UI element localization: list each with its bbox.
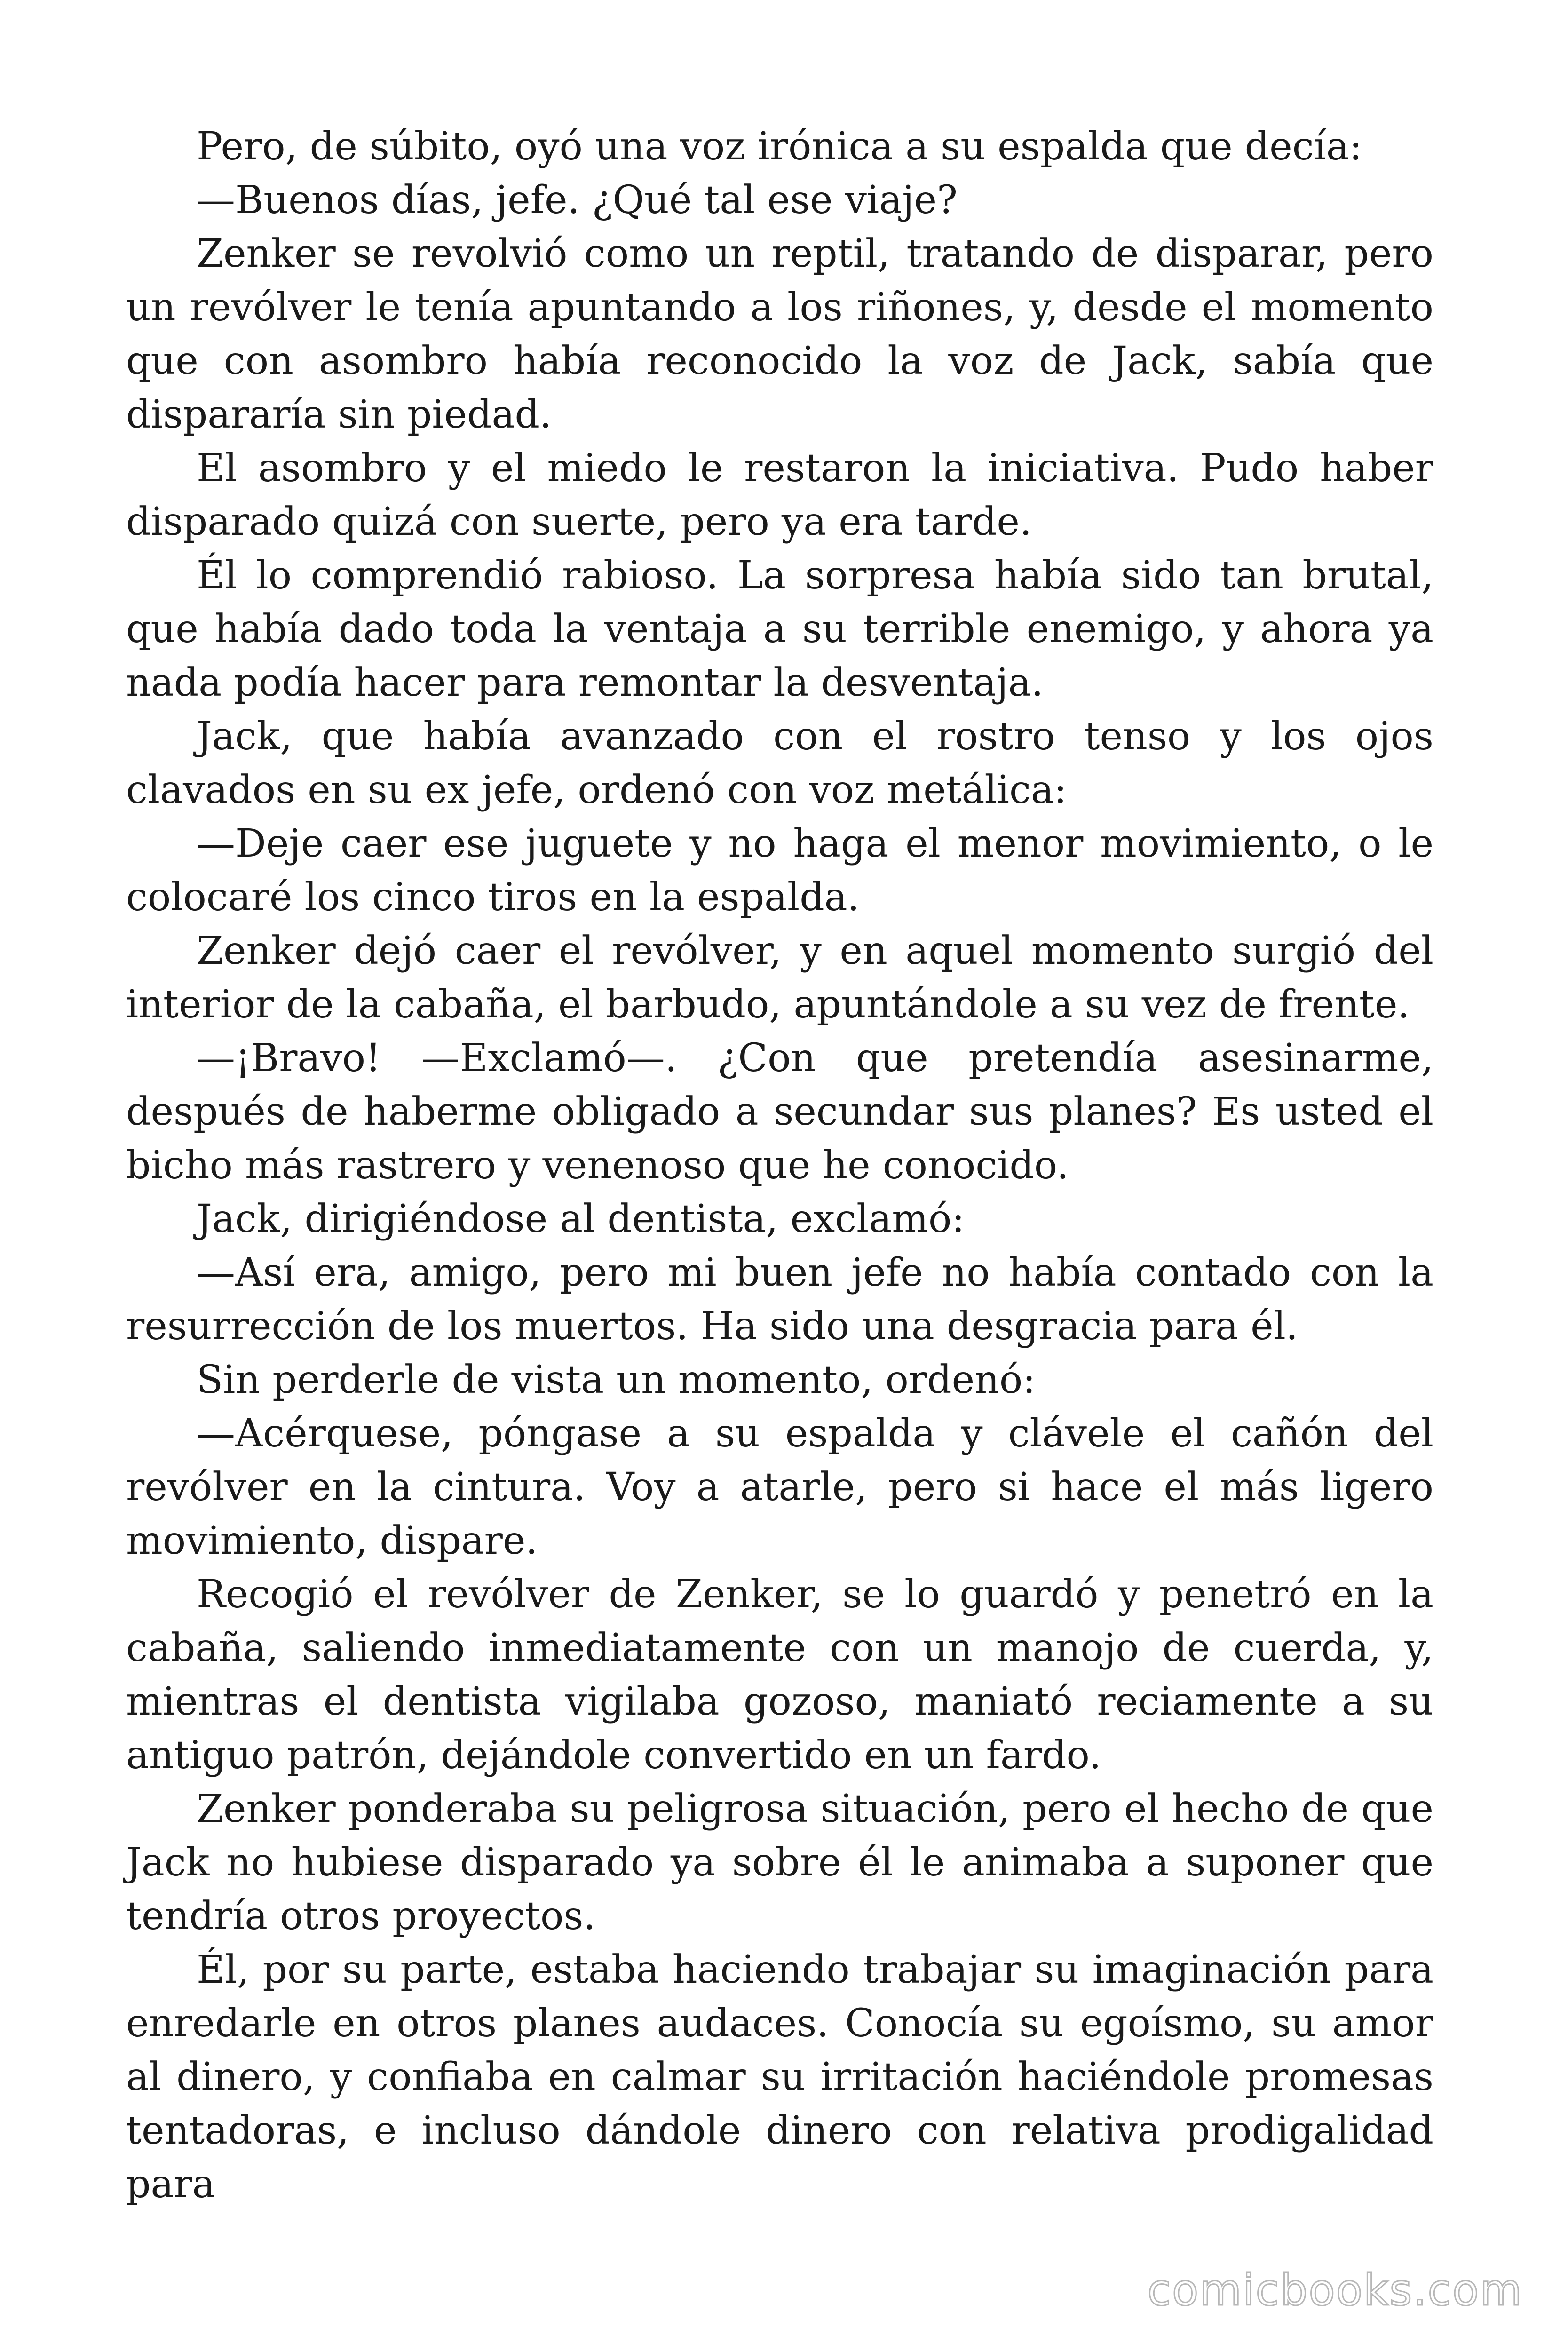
paragraph-last: Él, por su parte, estaba haciendo trabajar su imaginación para enredarle en otros planes audaces. Conocía su egoísmo, su amor al dinero, y confiaba en calmar su irritación haciéndole promesas tentadoras, e incluso dándole dinero con relativa prodigalidad para [126, 1947, 1433, 2207]
paragraph: —Deje caer ese juguete y no haga el menor movimiento, o le colocaré los cinco tiros en la espalda. [126, 821, 1433, 920]
page-body [126, 120, 1433, 2211]
paragraph: —Acérquese, póngase a su espalda y clávele el cañón del revólver en la cintura. Voy a atarle, pero si hace el más ligero movimiento, dispare. [126, 1411, 1433, 1563]
paragraph: Recogió el revólver de Zenker, se lo guardó y penetró en la cabaña, saliendo inmediatamente con un manojo de cuerda, y, mientras el dentista vigilaba gozoso, maniató reciamente a su antiguo patrón, dejándole convertido en un fardo. [126, 1572, 1433, 1778]
paragraph: Jack, que había avanzado con el rostro tenso y los ojos clavados en su ex jefe, ordenó con voz metálica: [126, 714, 1433, 812]
watermark: comicbooks.com [1147, 2265, 1523, 2315]
paragraph: Zenker ponderaba su peligrosa situación, pero el hecho de que Jack no hubiese disparado ya sobre él le animaba a suponer que tendría otros proyectos. [126, 1787, 1433, 1939]
paragraph: Sin perderle de vista un momento, ordenó: [197, 1358, 1036, 1402]
paragraph: —¡Bravo! —Exclamó—. ¿Con que pretendía asesinarme, después de haberme obligado a secundar sus planes? Es usted el bicho más rastrero y venenoso que he conocido. [126, 1036, 1433, 1188]
paragraph: Zenker dejó caer el revólver, y en aquel momento surgió del interior de la cabaña, el barbudo, apuntándole a su vez de frente. [126, 929, 1433, 1027]
paragraph: El asombro y el miedo le restaron la iniciativa. Pudo haber disparado quizá con suerte, pero ya era tarde. [126, 446, 1433, 544]
paragraph: Zenker se revolvió como un reptil, tratando de disparar, pero un revólver le tenía apuntando a los riñones, y, desde el momento que con asombro había reconocido la voz de Jack, sabía que dispararía sin piedad. [126, 231, 1433, 437]
paragraph: Jack, dirigiéndose al dentista, exclamó: [197, 1197, 965, 1241]
paragraph: —Así era, amigo, pero mi buen jefe no había contado con la resurrección de los muertos. Ha sido una desgracia para él. [126, 1250, 1433, 1349]
paragraph: Él lo comprendió rabioso. La sorpresa había sido tan brutal, que había dado toda la ventaja a su terrible enemigo, y ahora ya nada podía hacer para remontar la desventaja. [126, 553, 1433, 705]
paragraph: Pero, de súbito, oyó una voz irónica a su espalda que decía: [197, 124, 1362, 169]
paragraph: —Buenos días, jefe. ¿Qué tal ese viaje? [197, 178, 958, 222]
